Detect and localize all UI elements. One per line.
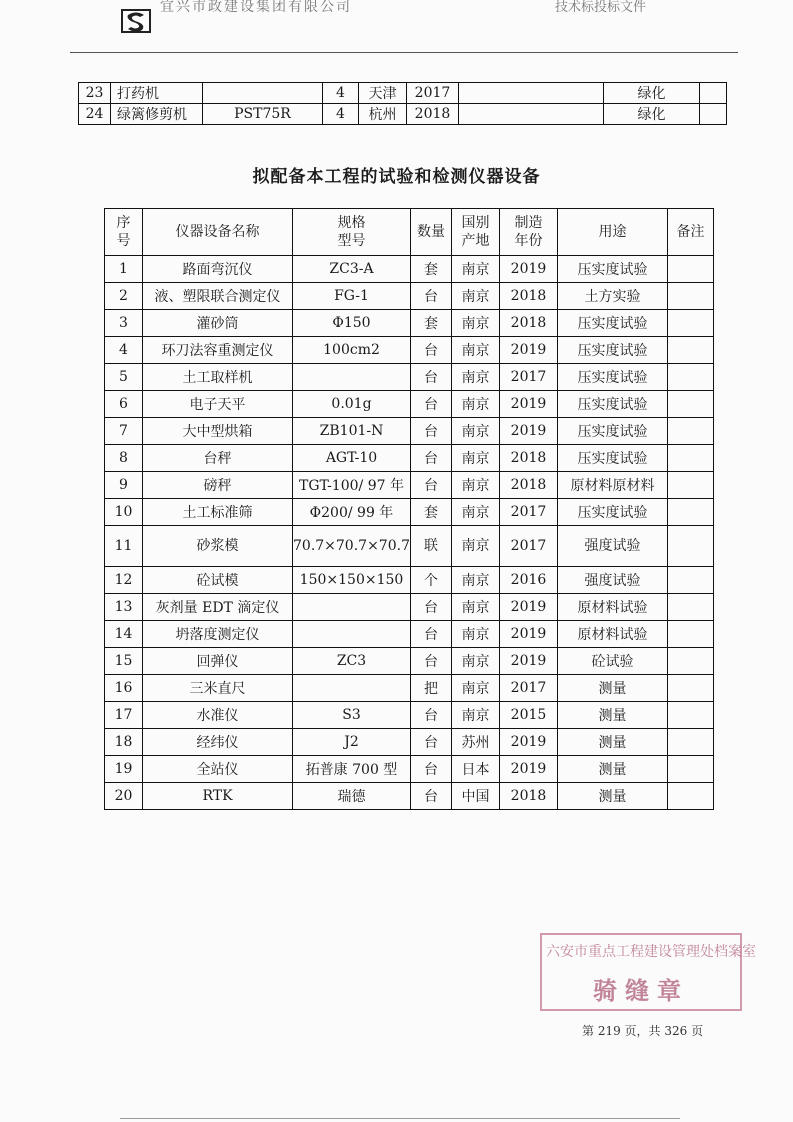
table-cell: 8 bbox=[105, 445, 143, 472]
table-row bbox=[105, 283, 714, 310]
table-cell: 三米直尺 bbox=[143, 675, 293, 702]
table-cell bbox=[668, 594, 714, 621]
table-row bbox=[79, 104, 727, 125]
table-cell: FG-1 bbox=[293, 283, 411, 310]
table-cell: 70.7×70.7×70.7 bbox=[293, 526, 411, 567]
table-row bbox=[105, 702, 714, 729]
table-cell: 南京 bbox=[452, 567, 500, 594]
table-cell: 南京 bbox=[452, 391, 500, 418]
table-cell bbox=[293, 621, 411, 648]
table-cell: 套 bbox=[411, 256, 452, 283]
table-cell: 3 bbox=[105, 310, 143, 337]
table-cell: AGT-10 bbox=[293, 445, 411, 472]
table-cell: 压实度试验 bbox=[558, 310, 668, 337]
table-cell: 24 bbox=[79, 104, 111, 125]
table-cell: 2019 bbox=[500, 729, 558, 756]
table-cell bbox=[700, 104, 727, 125]
table-cell: 15 bbox=[105, 648, 143, 675]
table-cell: 1 bbox=[105, 256, 143, 283]
table-cell: 压实度试验 bbox=[558, 337, 668, 364]
table-cell: 0.01g bbox=[293, 391, 411, 418]
table-row bbox=[105, 621, 714, 648]
stamp-text: 六安市重点工程建设管理处档案室 bbox=[546, 944, 756, 960]
table-cell: 台 bbox=[411, 621, 452, 648]
company-name: 宜兴市政建设集团有限公司 bbox=[160, 0, 352, 15]
table-cell: 压实度试验 bbox=[558, 499, 668, 526]
table-cell: 套 bbox=[411, 310, 452, 337]
table-cell: 23 bbox=[79, 83, 111, 104]
section-title: 拟配备本工程的试验和检测仪器设备 bbox=[252, 167, 541, 187]
table-cell: 土方实验 bbox=[558, 283, 668, 310]
table-cell: 测量 bbox=[558, 675, 668, 702]
table-cell bbox=[668, 702, 714, 729]
table-cell: 2019 bbox=[500, 418, 558, 445]
table-cell: 瑞德 bbox=[293, 783, 411, 810]
table-cell: 4 bbox=[323, 104, 359, 125]
table-cell bbox=[668, 648, 714, 675]
table-cell: 2019 bbox=[500, 337, 558, 364]
table-cell bbox=[668, 729, 714, 756]
table-cell: 原材料试验 bbox=[558, 594, 668, 621]
table-cell bbox=[668, 675, 714, 702]
table-row bbox=[105, 337, 714, 364]
table-cell: 测量 bbox=[558, 729, 668, 756]
table-cell: 2016 bbox=[500, 567, 558, 594]
table-cell: 坍落度测定仪 bbox=[143, 621, 293, 648]
table-cell: 南京 bbox=[452, 337, 500, 364]
table-row bbox=[105, 729, 714, 756]
table-cell: 苏州 bbox=[452, 729, 500, 756]
seal-stamp bbox=[540, 933, 756, 1011]
table-cell: 测量 bbox=[558, 756, 668, 783]
table-cell bbox=[293, 594, 411, 621]
table-cell: 南京 bbox=[452, 472, 500, 499]
table-row bbox=[105, 756, 714, 783]
table-cell: RTK bbox=[143, 783, 293, 810]
table-cell: 18 bbox=[105, 729, 143, 756]
table-cell: 150×150×150 bbox=[293, 567, 411, 594]
table-cell bbox=[668, 526, 714, 567]
table-cell: 13 bbox=[105, 594, 143, 621]
table-cell: 4 bbox=[105, 337, 143, 364]
table-cell: 2018 bbox=[500, 310, 558, 337]
table-cell: 17 bbox=[105, 702, 143, 729]
table-row bbox=[105, 594, 714, 621]
table-cell: 把 bbox=[411, 675, 452, 702]
table-cell: 9 bbox=[105, 472, 143, 499]
table-cell: 南京 bbox=[452, 499, 500, 526]
table-cell: 19 bbox=[105, 756, 143, 783]
table-cell: 液、塑限联合测定仪 bbox=[143, 283, 293, 310]
header-divider bbox=[70, 52, 738, 53]
table-cell: 拓普康 700 型 bbox=[293, 756, 411, 783]
table-cell: 台 bbox=[411, 702, 452, 729]
table-row bbox=[105, 310, 714, 337]
table-cell: 中国 bbox=[452, 783, 500, 810]
table-cell: 2015 bbox=[500, 702, 558, 729]
table-cell: 台 bbox=[411, 391, 452, 418]
table-cell: 台 bbox=[411, 472, 452, 499]
company-logo-icon bbox=[118, 6, 154, 36]
table-cell: 11 bbox=[105, 526, 143, 567]
table-row bbox=[105, 472, 714, 499]
table-cell: 南京 bbox=[452, 445, 500, 472]
table-cell: 砼试验 bbox=[558, 648, 668, 675]
table-cell: 台 bbox=[411, 364, 452, 391]
table-cell bbox=[459, 104, 604, 125]
table-cell: 台 bbox=[411, 756, 452, 783]
table-cell: 2018 bbox=[500, 283, 558, 310]
table-cell: 压实度试验 bbox=[558, 364, 668, 391]
table-cell bbox=[668, 337, 714, 364]
table-cell: 全站仪 bbox=[143, 756, 293, 783]
table-cell: 回弹仪 bbox=[143, 648, 293, 675]
table-cell: 100cm2 bbox=[293, 337, 411, 364]
table-cell: 2018 bbox=[407, 104, 459, 125]
column-header bbox=[452, 209, 500, 256]
table-cell bbox=[668, 445, 714, 472]
table-cell: 土工标准筛 bbox=[143, 499, 293, 526]
column-header bbox=[411, 209, 452, 256]
table-cell bbox=[668, 256, 714, 283]
table-cell bbox=[668, 756, 714, 783]
table-cell: 日本 bbox=[452, 756, 500, 783]
table-cell: 绿篱修剪机 bbox=[111, 104, 203, 125]
table-cell: 套 bbox=[411, 499, 452, 526]
column-header-text: 国别 bbox=[461, 215, 490, 231]
table-cell: 台 bbox=[411, 337, 452, 364]
table-cell: 南京 bbox=[452, 364, 500, 391]
table-cell: 联 bbox=[411, 526, 452, 567]
table-cell: 南京 bbox=[452, 702, 500, 729]
column-header bbox=[558, 209, 668, 256]
table-cell: 测量 bbox=[558, 702, 668, 729]
table-cell: 强度试验 bbox=[558, 526, 668, 567]
table-cell: 测量 bbox=[558, 783, 668, 810]
table-cell: 2017 bbox=[500, 675, 558, 702]
table-cell bbox=[203, 83, 323, 104]
table-row bbox=[105, 783, 714, 810]
table-cell: 土工取样机 bbox=[143, 364, 293, 391]
table-cell: 台 bbox=[411, 783, 452, 810]
table-cell bbox=[668, 364, 714, 391]
table-cell: 南京 bbox=[452, 310, 500, 337]
table-cell: 2019 bbox=[500, 391, 558, 418]
table-cell: J2 bbox=[293, 729, 411, 756]
table-cell: 南京 bbox=[452, 283, 500, 310]
table-cell: 2018 bbox=[500, 783, 558, 810]
table-cell: ZC3 bbox=[293, 648, 411, 675]
column-header-text: 用途 bbox=[598, 224, 627, 240]
table-cell bbox=[668, 621, 714, 648]
table-cell: 2017 bbox=[500, 526, 558, 567]
table-cell: 路面弯沉仪 bbox=[143, 256, 293, 283]
stamp-label: 骑缝章 bbox=[593, 976, 689, 1005]
column-header-text: 数量 bbox=[417, 224, 445, 240]
table-cell bbox=[668, 783, 714, 810]
table-cell bbox=[459, 83, 604, 104]
table-cell: 原材料试验 bbox=[558, 621, 668, 648]
table-cell: 个 bbox=[411, 567, 452, 594]
table-cell: 压实度试验 bbox=[558, 418, 668, 445]
table-cell: 14 bbox=[105, 621, 143, 648]
table-cell: PST75R bbox=[203, 104, 323, 125]
table-cell: 绿化 bbox=[604, 104, 700, 125]
table-cell: ZC3-A bbox=[293, 256, 411, 283]
table-cell: 台 bbox=[411, 648, 452, 675]
table-cell: 台 bbox=[411, 445, 452, 472]
table-cell: 台 bbox=[411, 283, 452, 310]
table-cell: 2 bbox=[105, 283, 143, 310]
table-cell bbox=[668, 310, 714, 337]
table-row bbox=[105, 256, 714, 283]
table-row bbox=[105, 445, 714, 472]
table-cell: 灌砂筒 bbox=[143, 310, 293, 337]
table-cell: 天津 bbox=[359, 83, 407, 104]
table-cell: 5 bbox=[105, 364, 143, 391]
table-cell bbox=[293, 675, 411, 702]
table-row bbox=[105, 391, 714, 418]
table-cell: 2019 bbox=[500, 648, 558, 675]
column-header bbox=[143, 209, 293, 256]
table-cell: 7 bbox=[105, 418, 143, 445]
table-cell: 砂浆模 bbox=[143, 526, 293, 567]
table-cell: 2017 bbox=[500, 499, 558, 526]
table-cell bbox=[668, 418, 714, 445]
table-cell: 12 bbox=[105, 567, 143, 594]
column-header-text: 号 bbox=[116, 233, 131, 249]
table-row bbox=[105, 675, 714, 702]
table-cell: 2019 bbox=[500, 621, 558, 648]
table-cell: ZB101-N bbox=[293, 418, 411, 445]
table-row bbox=[79, 83, 727, 104]
table-cell bbox=[668, 283, 714, 310]
table-cell: 20 bbox=[105, 783, 143, 810]
table-header-row bbox=[105, 209, 714, 256]
table-cell: S3 bbox=[293, 702, 411, 729]
table-cell: 南京 bbox=[452, 675, 500, 702]
table-cell: 打药机 bbox=[111, 83, 203, 104]
table-cell: 压实度试验 bbox=[558, 391, 668, 418]
column-header-text: 型号 bbox=[337, 233, 366, 249]
table-cell: 2017 bbox=[500, 364, 558, 391]
table-cell: 南京 bbox=[452, 594, 500, 621]
column-header-text: 规格 bbox=[337, 215, 366, 231]
column-header-text: 年份 bbox=[514, 233, 543, 249]
table-cell: 2019 bbox=[500, 594, 558, 621]
table-cell: 环刀法容重测定仪 bbox=[143, 337, 293, 364]
table-row bbox=[105, 364, 714, 391]
table-cell: 强度试验 bbox=[558, 567, 668, 594]
table-cell: 水准仪 bbox=[143, 702, 293, 729]
table-cell bbox=[668, 391, 714, 418]
table-cell: 南京 bbox=[452, 256, 500, 283]
table-cell: 16 bbox=[105, 675, 143, 702]
table-cell: 绿化 bbox=[604, 83, 700, 104]
table-cell: 台 bbox=[411, 418, 452, 445]
table-row bbox=[105, 526, 714, 567]
column-header-text: 备注 bbox=[676, 224, 705, 240]
table-cell: 砼试模 bbox=[143, 567, 293, 594]
column-header-text: 制造 bbox=[514, 215, 543, 231]
table-row bbox=[105, 648, 714, 675]
table-cell: 经纬仪 bbox=[143, 729, 293, 756]
table-cell: 南京 bbox=[452, 526, 500, 567]
table-cell: 灰剂量 EDT 滴定仪 bbox=[143, 594, 293, 621]
column-header-text: 仪器设备名称 bbox=[175, 224, 260, 240]
column-header bbox=[668, 209, 714, 256]
table-cell: 2019 bbox=[500, 756, 558, 783]
document-type: 技术标投标文件 bbox=[555, 0, 647, 15]
table-cell: 6 bbox=[105, 391, 143, 418]
table-cell: 南京 bbox=[452, 648, 500, 675]
table-cell bbox=[668, 499, 714, 526]
table-row bbox=[105, 567, 714, 594]
table-cell: 2018 bbox=[500, 472, 558, 499]
table-cell: 南京 bbox=[452, 418, 500, 445]
continued-machinery-table bbox=[78, 82, 727, 125]
test-equipment-table bbox=[104, 208, 714, 810]
table-cell bbox=[293, 364, 411, 391]
column-header bbox=[500, 209, 558, 256]
table-cell bbox=[668, 472, 714, 499]
table-cell bbox=[668, 567, 714, 594]
table-cell: 4 bbox=[323, 83, 359, 104]
table-cell: 2018 bbox=[500, 445, 558, 472]
table-row bbox=[105, 418, 714, 445]
table-cell: 2017 bbox=[407, 83, 459, 104]
column-header bbox=[293, 209, 411, 256]
table-cell bbox=[700, 83, 727, 104]
table-cell: 台 bbox=[411, 594, 452, 621]
footer-divider bbox=[120, 1118, 680, 1119]
table-cell: 原材料原材料 bbox=[558, 472, 668, 499]
table-cell: 电子天平 bbox=[143, 391, 293, 418]
table-cell: 10 bbox=[105, 499, 143, 526]
column-header-text: 序 bbox=[116, 215, 131, 231]
table-cell: Φ200/ 99 年 bbox=[293, 499, 411, 526]
table-cell: 磅秤 bbox=[143, 472, 293, 499]
table-cell: Φ150 bbox=[293, 310, 411, 337]
column-header bbox=[105, 209, 143, 256]
table-cell: 杭州 bbox=[359, 104, 407, 125]
page-number: 第 219 页，共 326 页 bbox=[582, 1024, 704, 1038]
column-header-text: 产地 bbox=[461, 233, 490, 249]
table-cell: 台 bbox=[411, 729, 452, 756]
table-cell: TGT-100/ 97 年 bbox=[293, 472, 411, 499]
table-cell: 压实度试验 bbox=[558, 445, 668, 472]
table-cell: 大中型烘箱 bbox=[143, 418, 293, 445]
table-cell: 台秤 bbox=[143, 445, 293, 472]
table-cell: 压实度试验 bbox=[558, 256, 668, 283]
table-row bbox=[105, 499, 714, 526]
table-cell: 2019 bbox=[500, 256, 558, 283]
table-cell: 南京 bbox=[452, 621, 500, 648]
